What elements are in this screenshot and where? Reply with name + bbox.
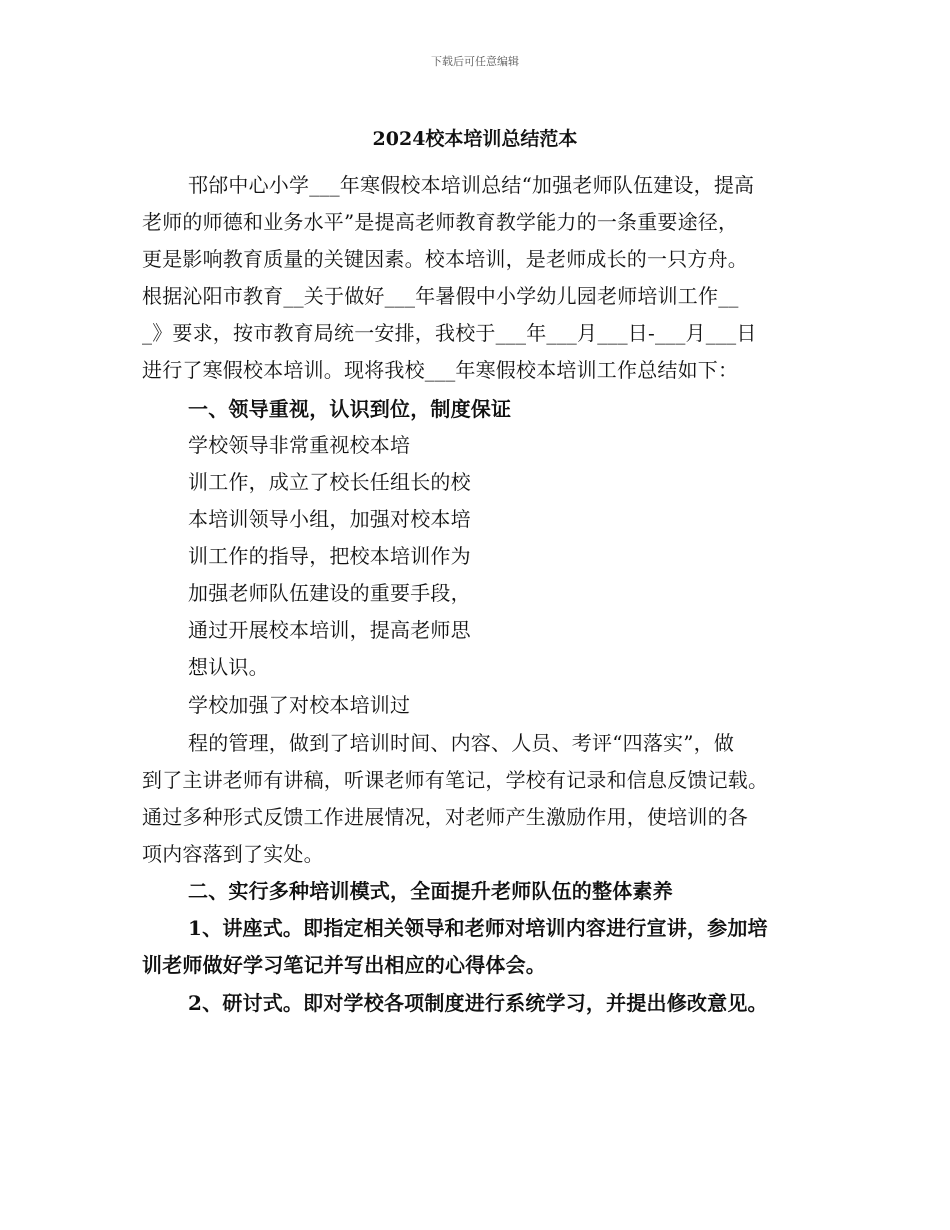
paragraph-line: 根据沁阳市教育__关于做好___年暑假中小学幼儿园老师培训工作__ (142, 284, 739, 308)
paragraph-line: 老师的师德和业务水平”是提高老师教育教学能力的一条重要途径， (142, 210, 739, 234)
paragraph-line: 加强老师队伍建设的重要手段， (188, 581, 471, 605)
paragraph-line: 程的管理，做到了培训时间、内容、人员、考评“四落实”，做 (188, 731, 735, 755)
section-heading-2: 二、实行多种培训模式，全面提升老师队伍的整体素养 (188, 879, 673, 903)
paragraph-line: 想认识。 (188, 655, 269, 679)
section-heading-1: 一、领导重视，认识到位，制度保证 (188, 397, 512, 421)
paragraph-line: _》要求，按市教育局统一安排，我校于___年___月___日-___月___日 (142, 321, 757, 345)
paragraph-line: 通过开展校本培训，提高老师思 (188, 618, 471, 642)
paragraph-line-bold: 2、研讨式。即对学校各项制度进行系统学习，并提出修改意见。 (188, 991, 768, 1015)
paragraph-line: 项内容落到了实处。 (142, 842, 324, 866)
paragraph-line-bold: 1、讲座式。即指定相关领导和老师对培训内容进行宣讲，参加培 (188, 916, 768, 940)
paragraph-line-bold: 训老师做好学习笔记并写出相应的心得体会。 (142, 953, 546, 977)
paragraph-line: 训工作，成立了校长任组长的校 (188, 470, 471, 494)
paragraph-line: 学校加强了对校本培训过 (188, 693, 411, 717)
header-note: 下载后可任意编辑 (431, 55, 519, 68)
paragraph-line: 本培训领导小组，加强对校本培 (188, 507, 471, 531)
document-title: 2024校本培训总结范本 (372, 128, 578, 150)
paragraph-line: 通过多种形式反馈工作进展情况，对老师产生激励作用，使培训的各 (142, 805, 748, 829)
paragraph-line: 邗邰中心小学___年寒假校本培训总结“加强老师队伍建设，提高 (188, 173, 755, 197)
paragraph-line: 到了主讲老师有讲稿，听课老师有笔记，学校有记录和信息反馈记载。 (142, 768, 769, 792)
paragraph-line: 学校领导非常重视校本培 (188, 433, 411, 457)
paragraph-line: 进行了寒假校本培训。现将我校___年寒假校本培训工作总结如下： (142, 358, 739, 382)
paragraph-line: 更是影响教育质量的关键因素。校本培训，是老师成长的一只方舟。 (142, 247, 748, 271)
paragraph-line: 训工作的指导，把校本培训作为 (188, 544, 471, 568)
